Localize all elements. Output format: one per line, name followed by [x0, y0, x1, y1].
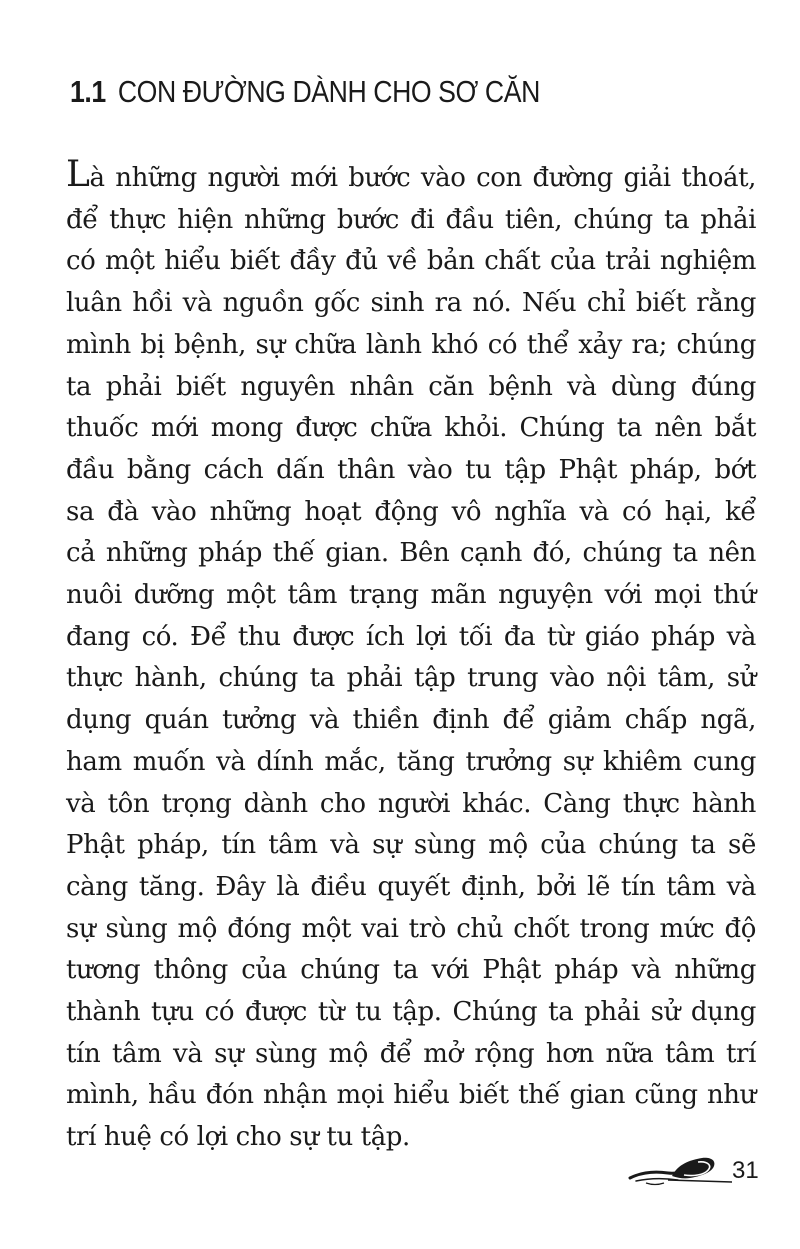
page-number: 31: [732, 1157, 759, 1184]
paragraph-line: có một hiểu biết đầy đủ về bản chất của trải nghiệm: [66, 246, 756, 277]
paragraph-line: luân hồi và nguồn gốc sinh ra nó. Nếu chỉ biết rằng: [66, 288, 756, 319]
paragraph-line: đang có. Để thu được ích lợi tối đa từ giáo pháp và: [66, 621, 756, 652]
paragraph-line: ham muốn và dính mắc, tăng trưởng sự khiêm cung: [66, 746, 756, 777]
paragraph-line: để thực hiện những bước đi đầu tiên, chúng ta phải: [66, 204, 756, 235]
paragraph-line: thực hành, chúng ta phải tập trung vào nội tâm, sử: [66, 663, 756, 694]
paragraph-line: nuôi dưỡng một tâm trạng mãn nguyện với mọi thứ: [66, 580, 756, 611]
section-heading: [70, 74, 540, 110]
paragraph-line: đầu bằng cách dấn thân vào tu tập Phật pháp, bớt: [66, 454, 756, 485]
paragraph-line: thành tựu có được từ tu tập. Chúng ta phải sử dụng: [66, 997, 756, 1028]
paragraph-line: thuốc mới mong được chữa khỏi. Chúng ta nên bắt: [66, 413, 756, 444]
paragraph-line: cả những pháp thế gian. Bên cạnh đó, chúng ta nên: [66, 538, 756, 569]
paragraph-line: sự sùng mộ đóng một vai trò chủ chốt trong mức độ: [66, 913, 756, 944]
feather-ornament-icon: [628, 1154, 732, 1188]
paragraph-line: dụng quán tưởng và thiền định để giảm chấp ngã,: [66, 705, 756, 736]
paragraph-line: tương thông của chúng ta với Phật pháp và những: [66, 955, 756, 986]
drop-cap: L: [66, 154, 90, 195]
paragraph-line: và tôn trọng dành cho người khác. Càng thực hành: [66, 788, 756, 819]
paragraph-line: càng tăng. Đây là điều quyết định, bởi lẽ tín tâm và: [66, 871, 756, 902]
paragraph-line: ta phải biết nguyên nhân căn bệnh và dùng đúng: [66, 371, 756, 402]
paragraph-line: tín tâm và sự sùng mộ để mở rộng hơn nữa tâm trí: [66, 1038, 756, 1069]
paragraph-line: mình bị bệnh, sự chữa lành khó có thể xảy ra; chúng: [66, 329, 756, 360]
paragraph-line: Phật pháp, tín tâm và sự sùng mộ của chúng ta sẽ: [66, 830, 756, 861]
section-number: 1.1: [70, 74, 106, 109]
paragraph-line: trí huệ có lợi cho sự tu tập.: [66, 1122, 410, 1153]
page-footer: [628, 1150, 758, 1190]
body-paragraph: [66, 154, 756, 1159]
section-title: CON ĐƯỜNG DÀNH CHO SƠ CĂN: [117, 74, 540, 109]
paragraph-line: Là những người mới bước vào con đường giải thoát,: [66, 154, 756, 195]
paragraph-line: mình, hầu đón nhận mọi hiểu biết thế gian cũng như: [66, 1080, 756, 1111]
paragraph-line: sa đà vào những hoạt động vô nghĩa và có hại, kể: [66, 496, 756, 527]
